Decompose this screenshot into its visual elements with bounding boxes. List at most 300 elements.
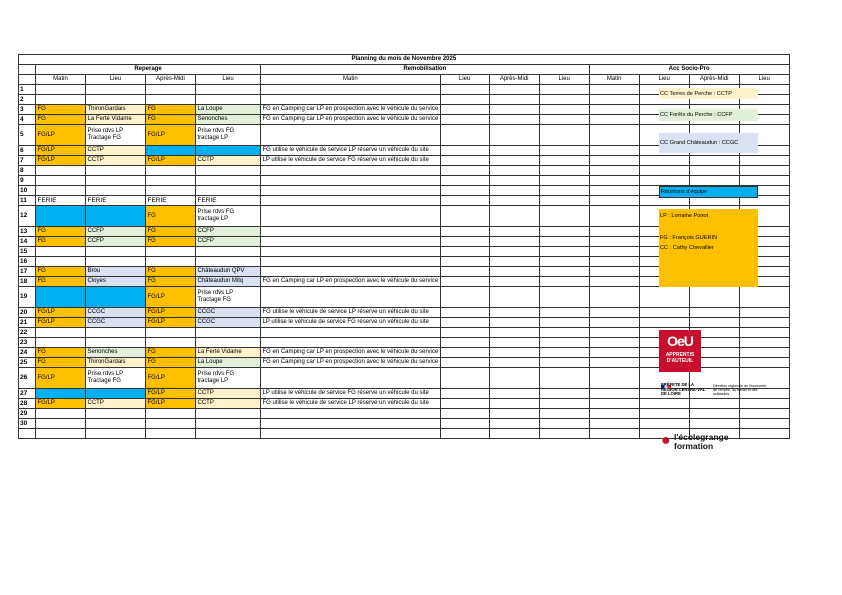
schedule-cell [639,419,689,429]
apprentis-auteuil-logo: OeU APPRENTIS D'AUTEUIL [659,330,701,372]
schedule-cell [739,156,789,166]
schedule-cell: FG/LP [146,308,196,318]
group-header: Remobilisation [261,65,590,75]
schedule-cell: FG [36,358,86,368]
schedule-cell [261,237,441,247]
schedule-cell [589,277,639,287]
schedule-cell [261,429,441,439]
schedule-cell [261,368,441,389]
schedule-cell: CCTP [86,146,146,156]
column-header: Matin [589,75,639,85]
table-row [19,318,790,328]
day-number: 18 [19,277,36,287]
day-number: 9 [19,176,36,186]
schedule-cell [689,318,739,328]
schedule-cell: FG/LP [36,318,86,328]
schedule-cell [489,267,539,277]
schedule-cell [539,368,589,389]
schedule-cell [539,227,589,237]
schedule-cell [539,146,589,156]
schedule-cell [639,308,689,318]
schedule-cell [261,85,441,95]
schedule-cell [739,318,789,328]
schedule-cell [589,227,639,237]
remobilisation-note: LP utilise le véhicule de service FG réserve un véhicule du site [261,156,441,166]
day-number: 14 [19,237,36,247]
schedule-cell [539,166,589,176]
schedule-cell: ThironGardais [86,358,146,368]
schedule-cell [489,308,539,318]
day-number: 27 [19,389,36,399]
schedule-cell [86,409,146,419]
table-row [19,287,790,308]
schedule-cell: Senonches [196,115,261,125]
schedule-cell: CCTP [86,156,146,166]
legend-cc: CC : Cathy Chevallier [660,245,714,251]
schedule-cell: Prise rdvs LP Tractage FG [86,368,146,389]
schedule-cell: Senonches [86,348,146,358]
schedule-cell [589,85,639,95]
day-number: 28 [19,399,36,409]
schedule-cell [589,399,639,409]
schedule-cell [440,146,489,156]
schedule-cell [589,176,639,186]
schedule-cell [589,358,639,368]
schedule-cell [589,156,639,166]
page-title: Planning du mois de Novembre 2025 [19,55,790,65]
column-header: Lieu [86,75,146,85]
legend-ccgc: CC Grand Châteaudun : CCGC [659,133,758,153]
remobilisation-note: FG utilise le véhicule de service LP réserve un véhicule du site [261,308,441,318]
day-number: 3 [19,105,36,115]
day-number: 4 [19,115,36,125]
schedule-cell [261,186,441,196]
schedule-cell [489,419,539,429]
schedule-cell [689,287,739,308]
schedule-cell: Prise rdvs FG tractage LP [196,368,261,389]
schedule-cell [489,389,539,399]
prefecture-logo: PRÉFETE DE LA RÉGION CENTRE-VAL DE LOIRE Direction régionale de l'économie, de l'emploi, du travail et des solidarités [661,382,768,397]
schedule-cell [589,328,639,338]
schedule-cell [539,358,589,368]
schedule-cell [589,206,639,227]
schedule-cell [639,318,689,328]
schedule-cell [196,257,261,267]
schedule-cell [440,429,489,439]
schedule-cell: CCGC [196,308,261,318]
schedule-cell [489,176,539,186]
schedule-cell [146,95,196,105]
schedule-cell [489,105,539,115]
schedule-cell [440,95,489,105]
schedule-cell [440,358,489,368]
ecolegrange-logo: ● l'écolegrange formation [661,432,729,451]
schedule-cell [261,206,441,227]
schedule-cell [489,399,539,409]
schedule-cell [589,257,639,267]
schedule-cell [196,186,261,196]
legend-fg: FG : François GUERIN [660,235,718,241]
schedule-cell [36,176,86,186]
schedule-cell [539,125,589,146]
schedule-cell: La Loupe [196,105,261,115]
schedule-cell [539,328,589,338]
schedule-cell: Cloyes [86,277,146,287]
remobilisation-note: LP utilise le véhicule de service FG réserve un véhicule du site [261,389,441,399]
remobilisation-note: FG utilise le véhicule de service LP réserve un véhicule du site [261,146,441,156]
schedule-cell [539,105,589,115]
schedule-cell [489,206,539,227]
schedule-cell [689,166,739,176]
schedule-cell [589,389,639,399]
schedule-cell [589,196,639,206]
table-row [19,166,790,176]
schedule-cell [589,348,639,358]
schedule-cell [539,156,589,166]
schedule-cell [739,328,789,338]
day-number: 29 [19,409,36,419]
column-header: Après-Midi [489,75,539,85]
schedule-cell [489,196,539,206]
day-number: 7 [19,156,36,166]
schedule-cell [261,287,441,308]
schedule-cell [196,338,261,348]
remobilisation-note: FG en Camping car LP en prospection avec le véhicule du service [261,358,441,368]
schedule-cell [86,85,146,95]
day-number: 13 [19,227,36,237]
group-header: Reperage [36,65,261,75]
schedule-cell: FG [36,277,86,287]
schedule-cell [440,399,489,409]
schedule-cell [261,227,441,237]
schedule-cell [539,409,589,419]
schedule-cell [440,237,489,247]
schedule-cell: ThironGardais [86,105,146,115]
schedule-cell [440,287,489,308]
schedule-cell [196,409,261,419]
schedule-cell [539,176,589,186]
column-header: Matin [36,75,86,85]
schedule-cell [589,419,639,429]
day-number: 2 [19,95,36,105]
schedule-cell [146,338,196,348]
schedule-cell [589,409,639,419]
day-number: 12 [19,206,36,227]
schedule-cell [36,95,86,105]
schedule-cell: CCTP [196,156,261,166]
schedule-cell [196,85,261,95]
day-number: 22 [19,328,36,338]
schedule-cell [440,419,489,429]
schedule-cell [86,186,146,196]
schedule-cell: La Ferté Vidame [86,115,146,125]
schedule-cell: FG [36,105,86,115]
schedule-cell [440,115,489,125]
schedule-cell: Prise rdvs FG tractage LP [196,125,261,146]
schedule-cell [261,247,441,257]
schedule-cell [539,348,589,358]
schedule-cell [261,196,441,206]
schedule-cell [489,257,539,267]
schedule-cell [689,419,739,429]
table-row [19,156,790,166]
schedule-cell [489,348,539,358]
day-number: 30 [19,419,36,429]
schedule-cell [739,308,789,318]
schedule-cell: FG [146,267,196,277]
schedule-cell [36,389,86,399]
schedule-cell [539,115,589,125]
schedule-cell: Prise rdvs LP Tractage FG [196,287,261,308]
schedule-cell: FG [36,227,86,237]
schedule-cell [739,287,789,308]
schedule-cell [440,196,489,206]
day-number: 24 [19,348,36,358]
column-header: Après-Midi [689,75,739,85]
group-header-row [19,65,790,75]
day-number: 10 [19,186,36,196]
schedule-cell [489,338,539,348]
schedule-cell [440,176,489,186]
schedule-cell [589,186,639,196]
schedule-cell [589,237,639,247]
schedule-cell [539,95,589,105]
schedule-cell [196,419,261,429]
schedule-cell [440,308,489,318]
column-header: Lieu [639,75,689,85]
schedule-cell [440,277,489,287]
day-number: 23 [19,338,36,348]
day-number: 17 [19,267,36,277]
schedule-cell [440,85,489,95]
schedule-cell [196,146,261,156]
schedule-cell [440,389,489,399]
schedule-cell [146,85,196,95]
remobilisation-note: FG en Camping car LP en prospection avec le véhicule du service [261,115,441,125]
schedule-cell [261,125,441,146]
schedule-cell [539,196,589,206]
schedule-cell: CCGC [86,308,146,318]
schedule-cell: FG/LP [146,318,196,328]
schedule-cell [86,206,146,227]
day-number [19,429,36,439]
schedule-cell: CCFP [86,227,146,237]
schedule-cell [440,105,489,115]
column-header: Lieu [539,75,589,85]
schedule-cell [539,399,589,409]
schedule-cell: CCFP [196,227,261,237]
schedule-cell [440,368,489,389]
schedule-cell [440,227,489,237]
schedule-cell: FG [146,206,196,227]
schedule-cell [539,206,589,227]
schedule-cell [146,419,196,429]
day-number: 15 [19,247,36,257]
title-row [19,55,790,65]
remobilisation-note: FG en Camping car LP en prospection avec le véhicule du service [261,348,441,358]
schedule-cell [539,186,589,196]
schedule-cell [86,257,146,267]
day-number: 11 [19,196,36,206]
schedule-cell [440,166,489,176]
schedule-cell [489,186,539,196]
schedule-cell: FG [36,267,86,277]
day-number: 25 [19,358,36,368]
schedule-cell [440,338,489,348]
schedule-cell [539,267,589,277]
schedule-cell [196,176,261,186]
schedule-cell [146,247,196,257]
schedule-cell [146,257,196,267]
schedule-cell: FG/LP [36,368,86,389]
schedule-cell [86,389,146,399]
schedule-cell: FG [146,227,196,237]
schedule-cell [440,257,489,267]
schedule-cell [261,257,441,267]
schedule-cell [86,338,146,348]
schedule-cell [261,166,441,176]
schedule-cell [539,287,589,308]
schedule-cell: FG/LP [146,389,196,399]
legend-lp: LP : Lorraine Poirot [660,213,709,219]
schedule-cell: CCTP [196,399,261,409]
schedule-cell [739,348,789,358]
schedule-cell [440,125,489,146]
schedule-cell [539,247,589,257]
schedule-cell: FG/LP [146,368,196,389]
schedule-cell [489,237,539,247]
schedule-cell: FG [146,277,196,287]
schedule-cell: FG/LP [146,156,196,166]
schedule-cell [539,257,589,267]
schedule-cell [739,358,789,368]
schedule-cell: Châteaudun QPV [196,267,261,277]
schedule-cell [639,166,689,176]
schedule-cell [196,328,261,338]
schedule-cell [196,429,261,439]
schedule-cell [440,247,489,257]
schedule-cell [539,389,589,399]
schedule-cell [36,429,86,439]
remobilisation-note: FG en Camping car LP en prospection avec le véhicule du service [261,277,441,287]
column-header: Lieu [196,75,261,85]
schedule-cell [36,247,86,257]
schedule-cell [739,419,789,429]
schedule-cell [539,85,589,95]
schedule-cell [261,176,441,186]
table-row [19,308,790,318]
schedule-cell [146,328,196,338]
group-header: Acc Socio-Pro [589,65,789,75]
schedule-cell [489,277,539,287]
schedule-cell [589,429,639,439]
schedule-cell [539,318,589,328]
schedule-cell [261,95,441,105]
schedule-cell [86,287,146,308]
schedule-cell [489,115,539,125]
schedule-cell: Brou [86,267,146,277]
schedule-cell [489,318,539,328]
schedule-cell [589,308,639,318]
schedule-cell: CCGC [86,318,146,328]
schedule-cell [440,206,489,227]
schedule-cell: FG/LP [36,146,86,156]
column-header: Lieu [440,75,489,85]
remobilisation-note: LP utilise le véhicule de service FG réserve un véhicule du site [261,318,441,328]
schedule-cell [36,328,86,338]
schedule-cell: FG [146,115,196,125]
schedule-cell [589,318,639,328]
schedule-cell [589,368,639,389]
schedule-cell [146,146,196,156]
schedule-cell: CCFP [196,237,261,247]
schedule-cell [261,409,441,419]
schedule-cell [489,287,539,308]
schedule-cell [539,429,589,439]
schedule-cell [36,257,86,267]
schedule-cell [539,308,589,318]
schedule-cell [440,328,489,338]
schedule-cell [589,166,639,176]
heart-icon: ● [661,432,671,449]
schedule-cell [689,308,739,318]
schedule-cell [589,115,639,125]
schedule-cell [489,146,539,156]
day-number: 5 [19,125,36,146]
schedule-cell: FG [146,358,196,368]
schedule-cell [589,125,639,146]
schedule-cell: FERIE [86,196,146,206]
schedule-cell [36,287,86,308]
day-number: 21 [19,318,36,328]
schedule-cell [36,419,86,429]
schedule-cell: FG [36,237,86,247]
schedule-cell: FG/LP [36,125,86,146]
day-number: 20 [19,308,36,318]
schedule-cell [539,338,589,348]
schedule-cell [489,95,539,105]
schedule-cell: La Loupe [196,358,261,368]
schedule-cell [440,156,489,166]
legend-ccfp: CC Forêts du Perche : CCFP [659,109,758,121]
schedule-cell: FG/LP [146,287,196,308]
schedule-cell [589,267,639,277]
schedule-cell [689,156,739,166]
schedule-cell [36,409,86,419]
schedule-cell: Prise rdvs FG tractage LP [196,206,261,227]
schedule-cell [146,186,196,196]
schedule-cell [489,166,539,176]
schedule-cell: FG/LP [146,399,196,409]
schedule-cell [440,186,489,196]
day-number: 26 [19,368,36,389]
schedule-cell [639,176,689,186]
schedule-cell [589,287,639,308]
schedule-cell [196,95,261,105]
schedule-cell: FG/LP [36,156,86,166]
schedule-cell [739,338,789,348]
schedule-cell [261,267,441,277]
schedule-cell [36,206,86,227]
schedule-cell: FERIE [146,196,196,206]
column-header: Lieu [739,75,789,85]
day-number: 16 [19,257,36,267]
schedule-cell [739,176,789,186]
schedule-cell: CCTP [86,399,146,409]
schedule-cell [146,176,196,186]
schedule-cell: CCFP [86,237,146,247]
schedule-cell: FERIE [36,196,86,206]
